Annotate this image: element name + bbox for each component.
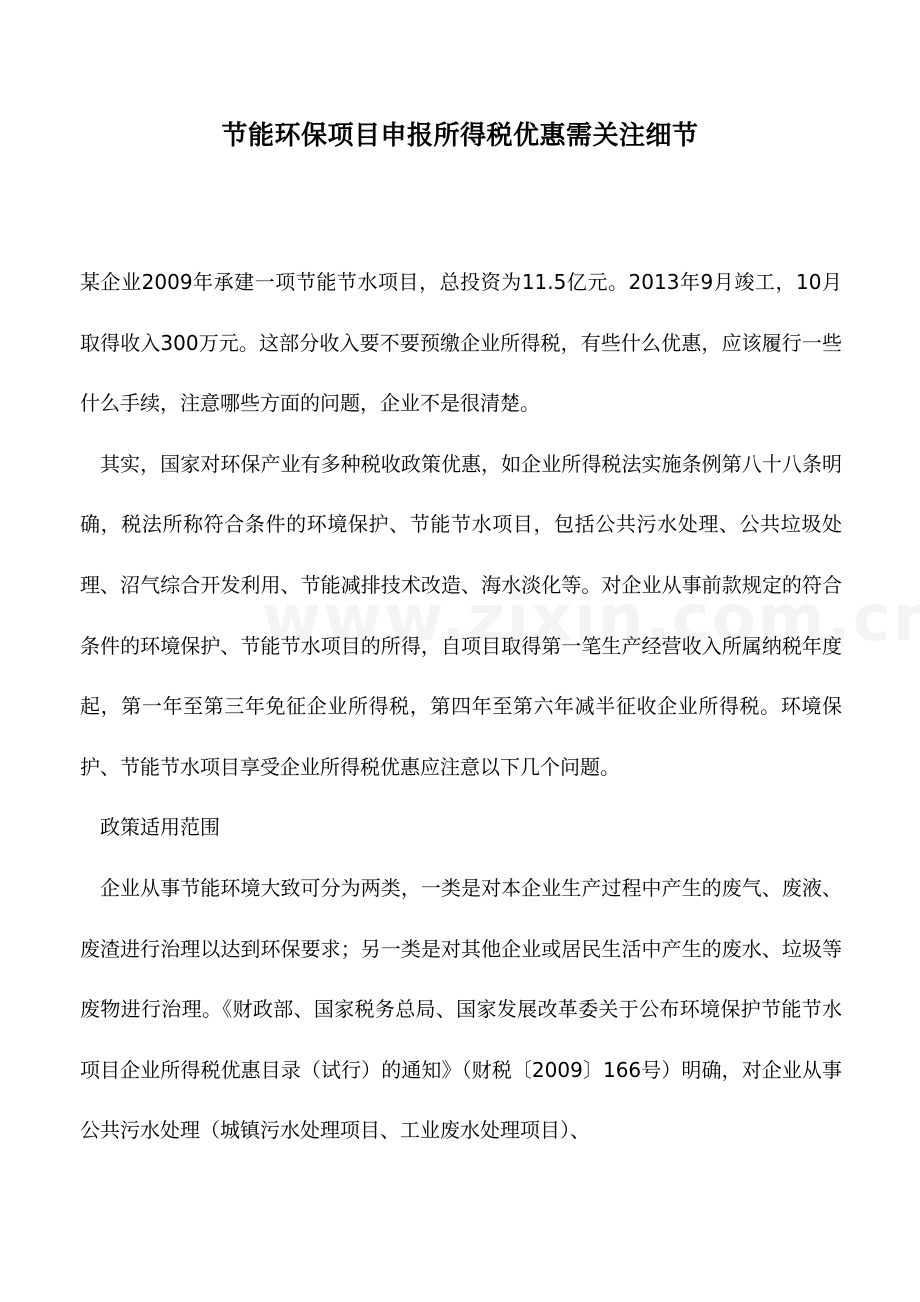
document-body: [80, 252, 842, 1161]
paragraph-intro: 某企业2009年承建一项节能节水项目，总投资为11.5亿元。2013年9月竣工，10月取得收入300万元。这部分收入要不要预缴企业所得税，有些什么优惠，应该履行一些什么手续，注意哪些方面的问题，企业不是很清楚。: [80, 270, 842, 416]
paragraph-scope: 企业从事节能环境大致可分为两类，一类是对本企业生产过程中产生的废气、废液、废渣进行治理以达到环保要求；另一类是对其他企业或居民生活中产生的废水、垃圾等废物进行治理。《财政部、国家税务总局、国家发展改革委关于公布环境保护节能节水项目企业所得税优惠目录（试行）的通知》（财税〔2009〕166号）明确，对企业从事公共污水处理（城镇污水处理项目、工业废水处理项目）、: [80, 875, 842, 1143]
document-title: 节能环保项目申报所得税优惠需关注细节: [221, 121, 699, 151]
section-heading-scope: 政策适用范围: [100, 815, 220, 840]
paragraph-policy: 其实，国家对环保产业有多种税收政策优惠，如企业所得税法实施条例第八十八条明确，税法所称符合条件的环境保护、节能节水项目，包括公共污水处理、公共垃圾处理、沼气综合开发利用、节能减排技术改造、海水淡化等。对企业从事前款规定的符合条件的环境保护、节能节水项目的所得，自项目取得第一笔生产经营收入所属纳税年度起，第一年至第三年免征企业所得税，第四年至第六年减半征收企业所得税。环境保护、节能节水项目享受企业所得税优惠应注意以下几个问题。: [80, 451, 842, 779]
